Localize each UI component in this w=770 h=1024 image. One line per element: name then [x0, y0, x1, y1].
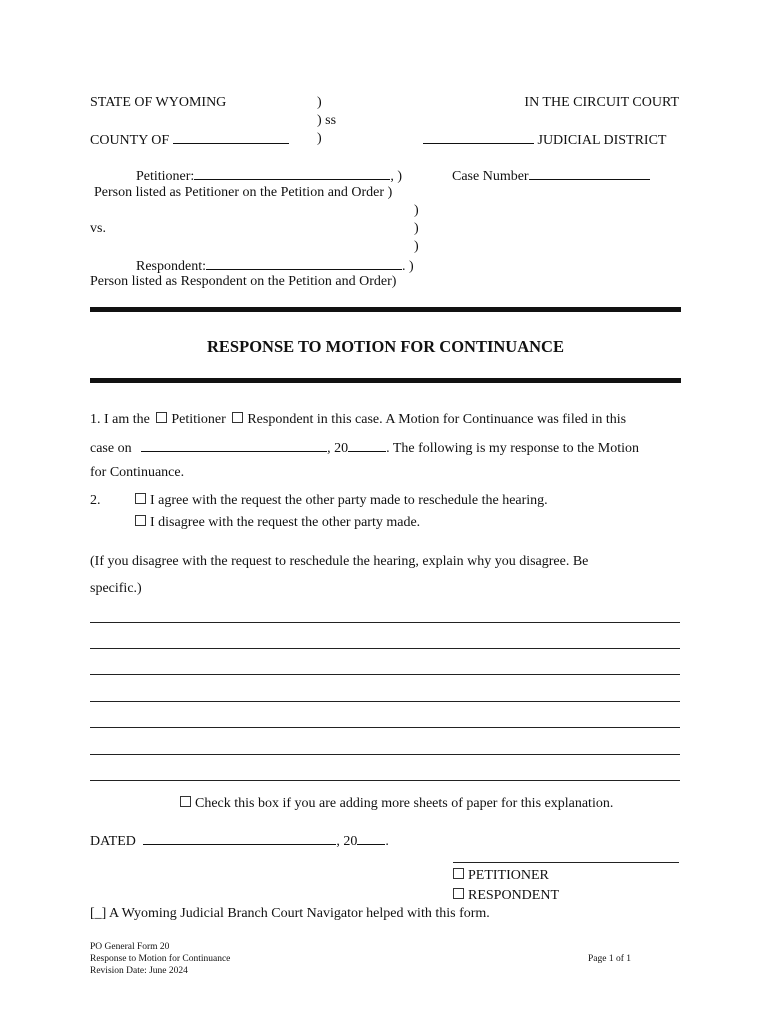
- sign-respondent-checkbox[interactable]: [453, 888, 464, 899]
- explanation-line[interactable]: [90, 780, 680, 781]
- explanation-line[interactable]: [90, 648, 680, 649]
- caption-paren: ): [414, 239, 419, 254]
- bottom-rule: [90, 378, 681, 383]
- county-line: [90, 130, 289, 149]
- caption-paren: ): [414, 203, 419, 218]
- case-number-field[interactable]: [529, 166, 650, 180]
- dated-end: .: [385, 834, 389, 849]
- county-blank[interactable]: [173, 130, 289, 144]
- year-prefix: , 20: [327, 441, 349, 456]
- respondent-name-field[interactable]: [206, 256, 402, 270]
- disagree-label: I disagree with the request the other party made.: [150, 515, 421, 530]
- petitioner-label: Petitioner:: [136, 169, 195, 184]
- agree-checkbox[interactable]: [135, 493, 146, 504]
- caption-ss: ) ss: [317, 113, 337, 128]
- item1-line1: [90, 411, 626, 428]
- case-on-label: case on: [90, 441, 132, 456]
- item1-following: . The following is my response to the Motion: [386, 441, 639, 456]
- petitioner-tail: , ): [390, 169, 402, 184]
- explain-instruction: (If you disagree with the request to reschedule the hearing, explain why you disagree. Be: [90, 554, 589, 569]
- signature-line[interactable]: [453, 862, 679, 863]
- item1-line3: for Continuance.: [90, 465, 185, 480]
- dated-year-prefix: , 20: [336, 834, 358, 849]
- vs-label: vs.: [90, 221, 106, 236]
- item1-petitioner: Petitioner: [171, 412, 226, 427]
- state-label: STATE OF WYOMING: [90, 95, 227, 110]
- dated-year-field[interactable]: [357, 831, 385, 845]
- item2-number: 2.: [90, 493, 101, 508]
- court-label: IN THE CIRCUIT COURT: [524, 95, 679, 110]
- explanation-line[interactable]: [90, 674, 680, 675]
- extra-sheets-checkbox[interactable]: [180, 796, 191, 807]
- explain-instruction-2: specific.): [90, 581, 142, 596]
- explanation-line[interactable]: [90, 622, 680, 623]
- navigator-note: [_] A Wyoming Judicial Branch Court Navigator helped with this form.: [90, 906, 490, 921]
- case-number-label: Case Number: [452, 169, 529, 184]
- petitioner-checkbox[interactable]: [156, 412, 167, 423]
- respondent-tail: . ): [402, 259, 414, 274]
- footer-name: Response to Motion for Continuance: [90, 954, 231, 964]
- extra-sheets-option: [180, 795, 613, 812]
- footer-page: Page 1 of 1: [588, 954, 632, 964]
- respondent-checkbox[interactable]: [232, 412, 243, 423]
- sign-petitioner-label: PETITIONER: [468, 868, 549, 883]
- case-number-line: [452, 166, 650, 185]
- item1-line2: [90, 438, 639, 457]
- caption-paren: ): [317, 131, 322, 146]
- top-rule: [90, 307, 681, 312]
- filed-date-field[interactable]: [141, 438, 327, 452]
- respondent-note: Person listed as Respondent on the Petition and Order): [90, 274, 397, 289]
- filed-year-field[interactable]: [348, 438, 386, 452]
- agree-label: I agree with the request the other party made to reschedule the hearing.: [150, 493, 548, 508]
- petitioner-name-field[interactable]: [194, 166, 390, 180]
- sign-petitioner-checkbox[interactable]: [453, 868, 464, 879]
- explanation-line[interactable]: [90, 701, 680, 702]
- district-blank[interactable]: [423, 130, 534, 144]
- form-title: RESPONSE TO MOTION FOR CONTINUANCE: [207, 337, 564, 356]
- caption-paren: ): [317, 95, 322, 110]
- petitioner-note: Person listed as Petitioner on the Petition and Order ): [94, 185, 393, 200]
- respondent-label: Respondent:: [136, 259, 206, 274]
- caption-paren: ): [414, 221, 419, 236]
- item1-respondent: Respondent in this case. A Motion for Continuance was filed in this: [247, 412, 627, 427]
- extra-sheets-label: Check this box if you are adding more sheets of paper for this explanation.: [195, 796, 614, 811]
- item1-prefix: 1. I am the: [90, 412, 150, 427]
- sign-respondent-label: RESPONDENT: [468, 888, 560, 903]
- disagree-option: [135, 514, 420, 531]
- district-label: JUDICIAL DISTRICT: [537, 133, 667, 148]
- disagree-checkbox[interactable]: [135, 515, 146, 526]
- footer-form: PO General Form 20: [90, 942, 170, 952]
- footer-revision: Revision Date: June 2024: [90, 966, 188, 976]
- district-line: [423, 130, 666, 149]
- sign-as-petitioner: [453, 867, 549, 884]
- petitioner-line: [136, 166, 402, 185]
- county-label: COUNTY OF: [90, 133, 170, 148]
- agree-option: [135, 492, 548, 509]
- dated-field[interactable]: [143, 831, 336, 845]
- explanation-line[interactable]: [90, 727, 680, 728]
- dated-label: DATED: [90, 834, 136, 849]
- explanation-line[interactable]: [90, 754, 680, 755]
- dated-line: [90, 831, 389, 850]
- sign-as-respondent: [453, 887, 559, 904]
